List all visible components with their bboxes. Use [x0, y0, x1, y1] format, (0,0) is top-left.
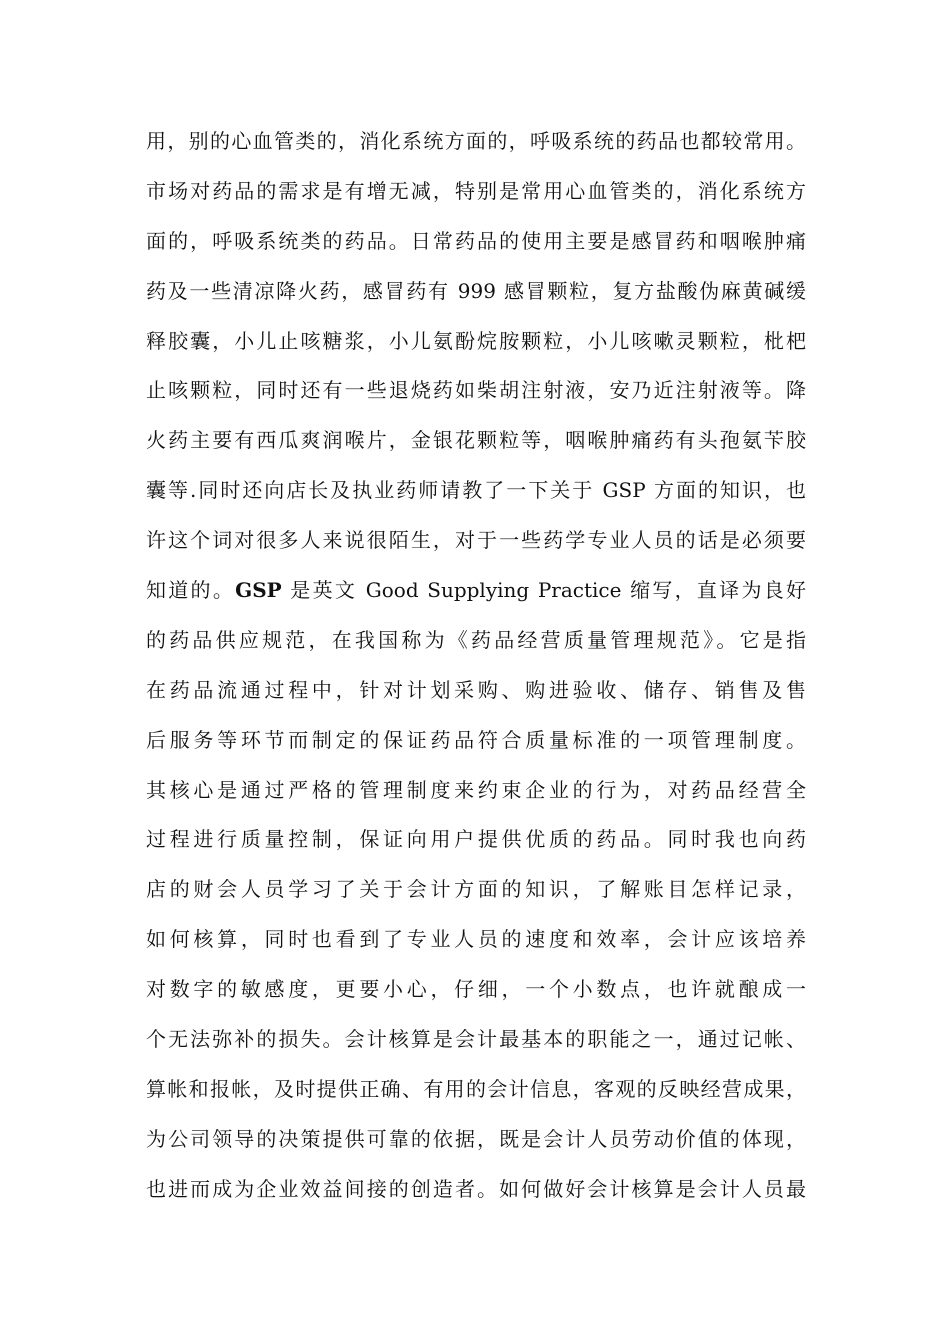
text-line: 在药品流通过程中，针对计划采购、购进验收、储存、销售及售: [146, 677, 806, 702]
text-line: 过程进行质量控制，保证向用户提供优质的药品。同时我也向药: [146, 827, 806, 852]
text-line: 为公司领导的决策提供可靠的依据，既是会计人员劳动价值的体现，: [146, 1126, 806, 1151]
text-line: 算帐和报帐，及时提供正确、有用的会计信息，客观的反映经营成果，: [146, 1076, 806, 1101]
text-line: 火药主要有西瓜爽润喉片，金银花颗粒等，咽喉肿痛药有头孢氨苄胶: [146, 428, 806, 453]
text-line: 囊等.同时还向店长及执业药师请教了一下关于 GSP 方面的知识，也: [146, 478, 806, 503]
text-line: 释胶囊，小儿止咳糖浆，小儿氨酚烷胺颗粒，小儿咳嗽灵颗粒，枇杷: [146, 328, 806, 353]
text-segment: 知道的。: [146, 578, 236, 603]
text-line: 店的财会人员学习了关于会计方面的知识，了解账目怎样记录，: [146, 877, 806, 902]
text-line: 的药品供应规范，在我国称为《药品经营质量管理规范》。它是指: [146, 627, 806, 652]
text-line: 也进而成为企业效益间接的创造者。如何做好会计核算是会计人员最: [146, 1176, 806, 1201]
text-line: 止咳颗粒，同时还有一些退烧药如柴胡注射液，安乃近注射液等。降: [146, 378, 806, 403]
text-line: 面的，呼吸系统类的药品。日常药品的使用主要是感冒药和咽喉肿痛: [146, 228, 806, 253]
text-line: 如何核算，同时也看到了专业人员的速度和效率，会计应该培养: [146, 927, 806, 952]
text-line: 个无法弥补的损失。会计核算是会计最基本的职能之一，通过记帐、: [146, 1027, 806, 1052]
text-line: 对数字的敏感度，更要小心，仔细，一个小数点，也许就酿成一: [146, 977, 806, 1002]
text-line: 许这个词对很多人来说很陌生，对于一些药学专业人员的话是必须要: [146, 528, 806, 553]
text-line: 市场对药品的需求是有增无减，特别是常用心血管类的，消化系统方: [146, 178, 806, 203]
text-segment: 是英文 Good Supplying Practice 缩写，直译为良好: [281, 578, 806, 603]
text-line: 其核心是通过严格的管理制度来约束企业的行为，对药品经营全: [146, 777, 806, 802]
text-line: 药及一些清凉降火药，感冒药有 999 感冒颗粒，复方盐酸伪麻黄碱缓: [146, 278, 806, 303]
text-line-gsp: [146, 566, 806, 616]
bold-term-gsp: GSP: [235, 578, 282, 603]
text-line: 后服务等环节而制定的保证药品符合质量标准的一项管理制度。: [146, 727, 806, 752]
text-line: 用，别的心血管类的，消化系统方面的，呼吸系统的药品也都较常用。: [146, 129, 806, 153]
body-paragraph: [146, 117, 806, 1215]
